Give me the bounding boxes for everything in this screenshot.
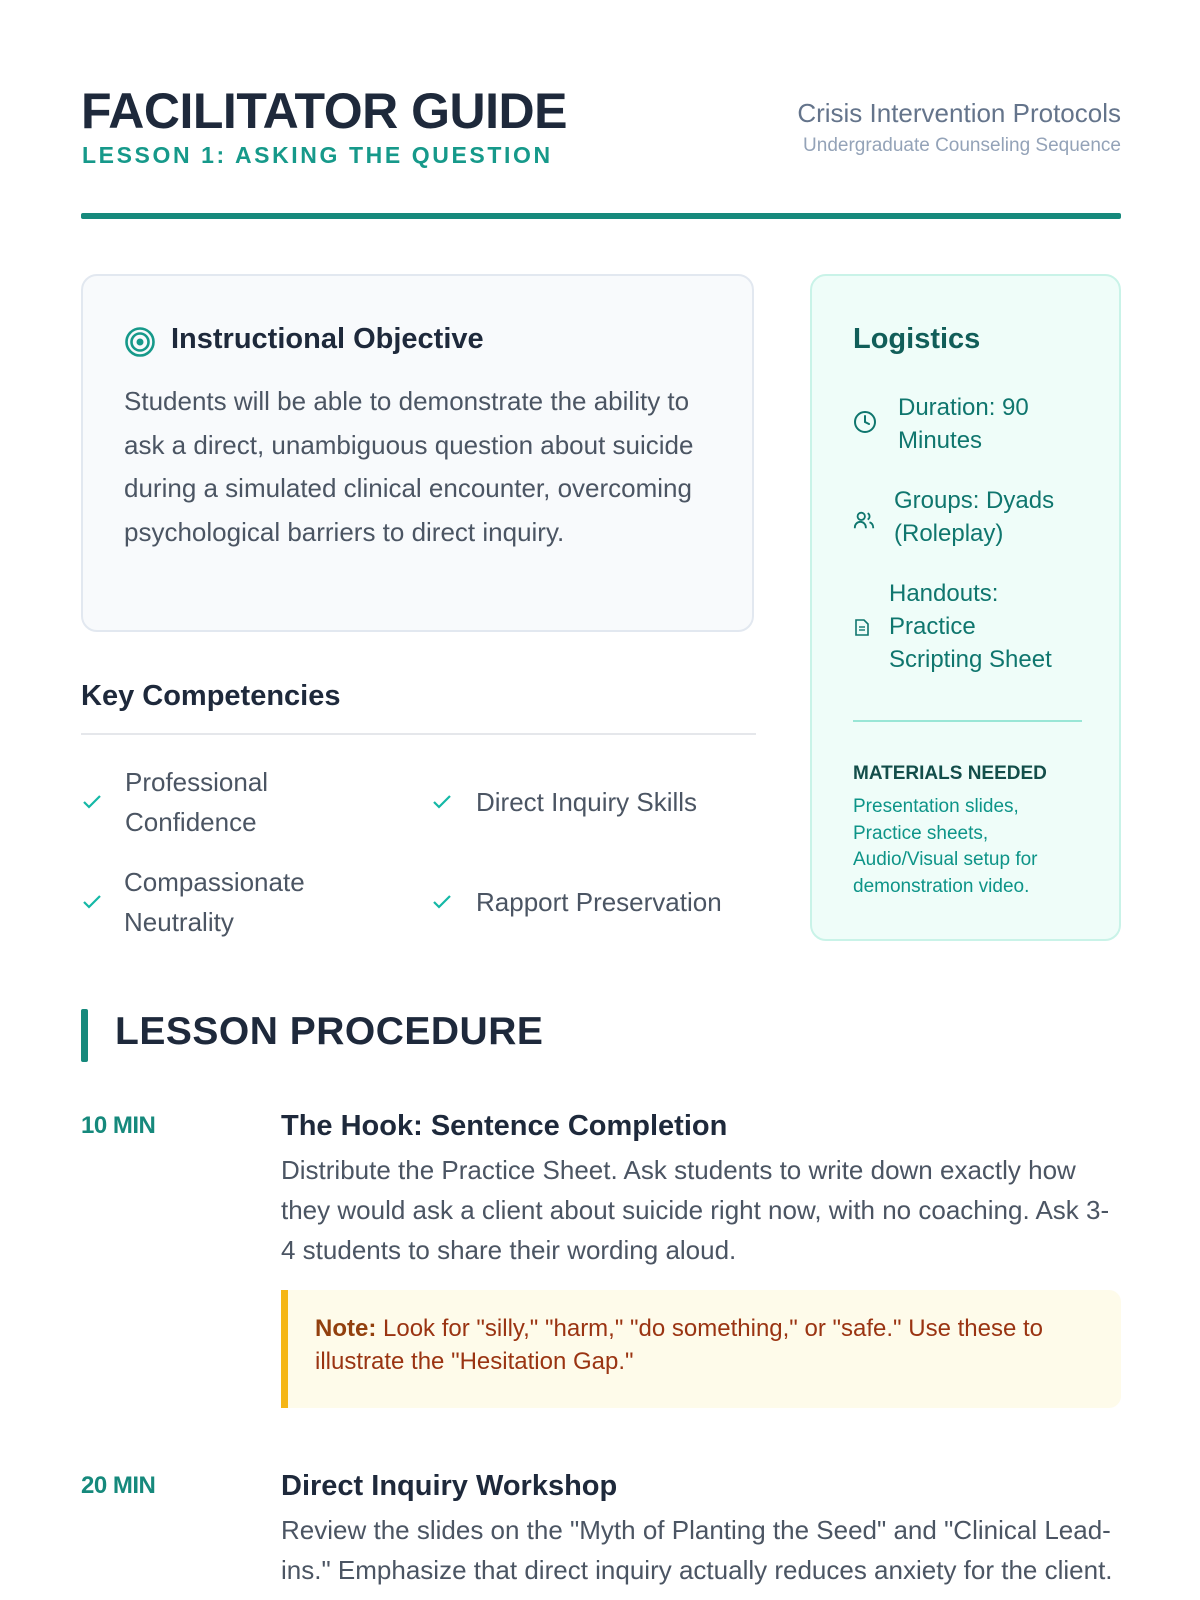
step-duration: 10 MIN xyxy=(81,1112,156,1139)
clock-icon xyxy=(853,410,877,434)
competency-label: Compassionate Neutrality xyxy=(124,867,305,937)
target-icon xyxy=(124,326,156,358)
course-title: Crisis Intervention Protocols xyxy=(797,98,1121,128)
procedure-heading: LESSON PROCEDURE xyxy=(115,1010,544,1053)
lesson-subtitle: LESSON 1: ASKING THE QUESTION xyxy=(82,142,553,168)
competency-label: Professional Confidence xyxy=(125,767,269,837)
objective-text: Students will be able to demonstrate the ability to ask a direct, unambiguous question about suicide during a simulated clinical encounter, overcoming psychological barriers to direct inquiry. xyxy=(124,386,694,547)
logistics-card xyxy=(810,274,1121,941)
materials-label: MATERIALS NEEDED xyxy=(853,763,1047,784)
step-description: Distribute the Practice Sheet. Ask students to write down exactly how they would ask a client about suicide right now, with no coaching. Ask 3-4 students to share their wording aloud. xyxy=(281,1155,1110,1265)
objective-heading: Instructional Objective xyxy=(171,323,484,355)
check-icon xyxy=(82,894,102,910)
logistics-handouts: Handouts: Practice Scripting Sheet xyxy=(889,580,1052,673)
step-title: Direct Inquiry Workshop xyxy=(281,1470,618,1502)
step-title: The Hook: Sentence Completion xyxy=(281,1110,728,1142)
note-text xyxy=(315,1312,1105,1378)
logistics-duration: Duration: 90 Minutes xyxy=(898,394,1029,454)
competencies-divider xyxy=(81,733,756,735)
procedure-accent-bar xyxy=(81,1009,88,1062)
note-label: Note: xyxy=(315,1315,377,1342)
document-header xyxy=(81,82,1121,182)
document-icon xyxy=(855,619,869,636)
competency-label: Rapport Preservation xyxy=(476,887,722,917)
facilitator-note xyxy=(281,1290,1121,1408)
materials-text: Presentation slides, Practice sheets, Audio/Visual setup for demonstration video. xyxy=(853,796,1038,897)
objective-card xyxy=(81,274,754,632)
document-title: FACILITATOR GUIDE xyxy=(81,83,567,139)
users-icon xyxy=(853,509,875,531)
header-divider xyxy=(81,213,1121,219)
step-description: Review the slides on the "Myth of Planting the Seed" and "Clinical Lead-ins." Emphasize that direct inquiry actually reduces anxiety for the client. xyxy=(281,1515,1113,1585)
check-icon xyxy=(82,794,102,810)
competencies-heading: Key Competencies xyxy=(81,680,341,712)
step-duration: 20 MIN xyxy=(81,1472,156,1499)
note-body: Look for "silly," "harm," "do something," or "safe." Use these to illustrate the "Hesitation Gap." xyxy=(315,1315,1043,1375)
competency-label: Direct Inquiry Skills xyxy=(476,787,698,817)
logistics-groups: Groups: Dyads (Roleplay) xyxy=(894,487,1055,547)
program-name: Undergraduate Counseling Sequence xyxy=(803,135,1121,156)
check-icon xyxy=(432,894,452,910)
check-icon xyxy=(432,794,452,810)
logistics-heading: Logistics xyxy=(853,323,981,355)
logistics-divider xyxy=(853,720,1082,722)
